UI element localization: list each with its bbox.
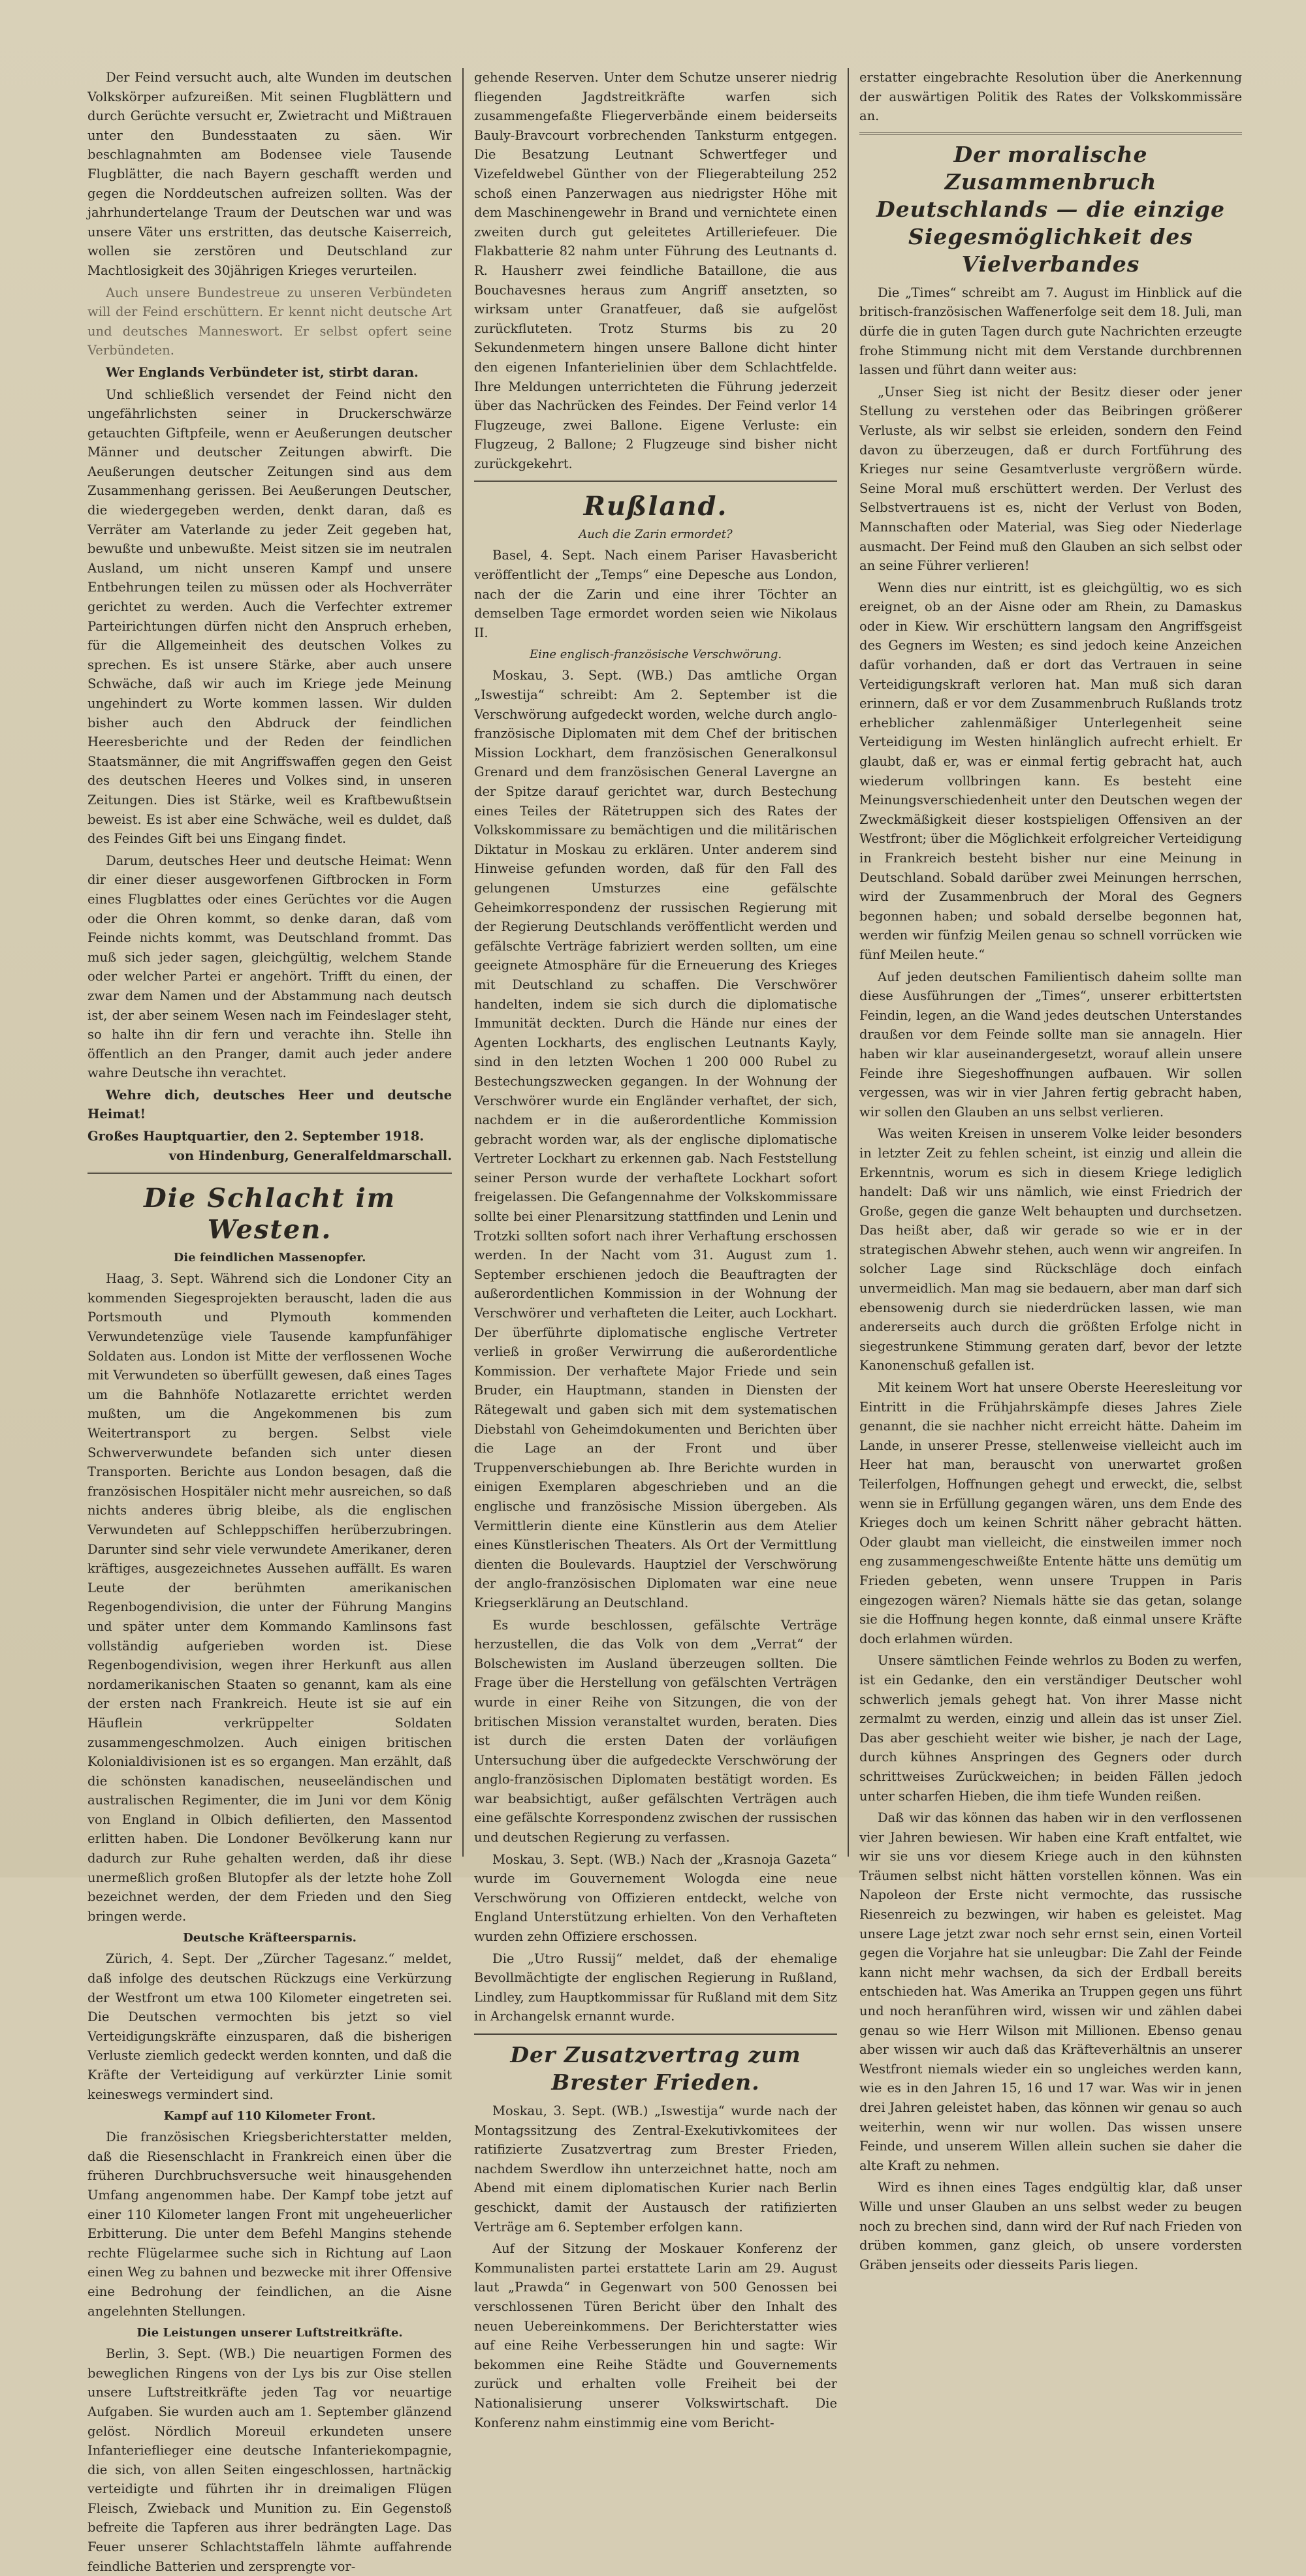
paragraph: Berlin, 3. Sept. (WB.) Die neuartigen Formen des beweglichen Ringens von der Lys bis zur Oise stellen unsere Luftstreitkräfte jeden Tag vor neuartige Aufgaben. Sie wurden auch am 1. September glänzend gelöst. Nördlich Moreuil erkundeten unsere Infanterieflieger eine deutsche Infanteriekompagnie, die sich, von allen Seiten eingeschlossen, hartnäckig verteidigte und führten ihr in dreimaligen Flügen Fleisch, Zwieback und Munition zu. Ein Gegenstoß befreite die Tapferen aus ihrer bedrängten Lage. Das Feuer unserer Schlachtstaffeln lähmte auffahrende feindliche Batterien und zersprengte vor- xyxy=(88,2346,452,2574)
column-left xyxy=(77,68,462,2574)
paragraph: Darum, deutsches Heer und deutsche Heimat: Wenn dir einer dieser ausgeworfenen Giftbrocken in Form eines Flugblattes oder eines Gerüchtes vor die Augen oder die Ohren kommt, so denke daran, daß vom Feinde nichts kommt, was Deutschland frommt. Das muß sich jeder sagen, gleichgültig, welchem Stande oder welcher Partei er angehört. Trifft du einen, der zwar dem Namen und der Abstammung nach deutsch ist, der aber seinem Wesen nach im Feindeslager steht, so halte ihn dir fern und verachte ihn. Stelle ihn öffentlich an den Pranger, damit auch jeder andere wahre Deutsche ihn verachtet. xyxy=(88,853,452,1081)
paragraph: Auch unsere Bundestreue zu unseren Verbündeten will der Feind erschüttern. Er kennt nicht deutsche Art und deutsches Manneswort. Er selbst opfert seine Verbündeten. xyxy=(88,285,452,358)
divider xyxy=(859,133,1242,134)
subheading: Die feindlichen Massenopfer. xyxy=(173,1251,366,1265)
columns xyxy=(77,68,1292,2574)
paragraph: Zürich, 4. Sept. Der „Zürcher Tagesanz.“ meldet, daß infolge des deutschen Rückzugs eine Verkürzung der Westfront um etwa 100 Kilometer eingetreten sei. Die Deutschen vermochten bis jetzt so viel Verteidigungskräfte einzusparen, daß die bisherigen Verluste ziemlich gedeckt werden konnten, und daß die Kräfte der Verteidigung auf verkürzter Linie somit keineswegs vermindert sind. xyxy=(88,1951,452,2102)
paragraph: Die „Utro Russij“ meldet, daß der ehemalige Bevollmächtigte der englischen Regierung in Rußland, Lindley, zum Hauptkommissar für Rußland mit dem Sitz in Archangelsk ernannt wurde. xyxy=(474,1951,837,2024)
paragraph: Und schließlich versendet der Feind nicht den ungefährlichsten seiner in Druckerschwärze getauchten Giftpfeile, wenn er Aeußerungen deutscher Männer und deutscher Zeitungen abwirft. Die Aeußerungen deutscher Zeitungen sind aus dem Zusammenhang gerissen. Bei Aeußerungen Deutscher, die wiedergegeben werden, denkt daran, daß es Verräter am Vaterlande zu jeder Zeit gegeben hat, bewußte und unbewußte. Meist sitzen sie im neutralen Ausland, um nicht unseren Kampf und unsere Entbehrungen teilen zu müssen oder als Hochverräter gerichtet zu werden. Auch die Verfechter extremer Parteirichtungen dürfen nicht den Anspruch erheben, für die Allgemeinheit des deutschen Volkes zu sprechen. Es ist unsere Stärke, aber auch unsere Schwäche, daß wir auch im Kriege jede Meinung ungehindert zu Worte kommen lassen. Wir dulden bisher auch den Abdruck der feindlichen Heeresberichte und der Reden der feindlichen Staatsmänner, die mit Angriffswaffen gegen den Geist des deutschen Heeres und Volkes sind, in unseren Zeitungen. Dies ist Stärke, weil es Kraftbewußtsein beweist. Es ist aber eine Schwäche, weil es duldet, daß des Feindes Gift bei uns Eingang findet. xyxy=(88,386,452,847)
paragraph: Unsere sämtlichen Feinde wehrlos zu Boden zu werfen, ist ein Gedanke, den ein verständiger Deutscher wohl schwerlich jemals gehegt hat. Von ihrer Masse nicht zermalmt zu werden, einzig und allein das ist unser Ziel. Das aber geschieht weiter wie bisher, je nach der Lage, durch kühnes Anspringen des Gegners oder durch schrittweises Zurückweichen; in beiden Fällen jedoch unter scharfen Hieben, die ihm tiefe Wunden reißen. xyxy=(859,1653,1242,1804)
headline-russland: Rußland. xyxy=(583,491,728,522)
divider xyxy=(474,2033,837,2035)
paragraph: Daß wir das können das haben wir in den verflossenen vier Jahren bewiesen. Wir haben eine Kraft entfaltet, wie wir sie uns vor diesem Kriege auch in den kühnsten Träumen selbst nicht hätten vorstellen können. Was ein Napoleon der Erste nicht vermochte, das russische Riesenreich zu bezwingen, wir haben es geleistet. Mag unsere Lage jetzt zwar noch sehr ernst sein, einen Vorteil gegen die Vorjahre hat sie unleugbar: Die Zahl der Feinde kann nicht mehr wachsen, da sich der Erdball bereits entschieden hat. Was Amerika an Truppen gegen uns führt und noch heranführen wird, wissen wir und zählen dabei genau so wie Herr Wilson mit Millionen. Ebenso genau aber wissen wir auch daß das Kräfteverhältnis an unserer Westfront niemals wieder ein so ungleiches werden kann, wie es in den Jahren 15, 16 und 17 war. Was wir in jenen drei Jahren geleistet haben, das können wir genau so auch weiterhin, wenn wir nur wollen. Das wissen unsere Feinde, und unserem Willen allein suchen sie daher die alte Kraft zu nehmen. xyxy=(859,1810,1242,2173)
paragraph: Moskau, 3. Sept. (WB.) Nach der „Krasnoja Gazeta“ wurde im Gouvernement Wologda eine neue Verschwörung von Offizieren entdeckt, welche von England Unterstützung erhielten. Von den Verhafteten wurden zehn Offiziere erschossen. xyxy=(474,1851,837,1945)
paragraph: Moskau, 3. Sept. (WB.) „Iswestija“ wurde nach der Montagssitzung des Zentral-Exekutivkomitees der ratifizierte Zusatzvertrag zum Brester Frieden, nachdem Swerdlow ihn unterzeichnet hatte, noch am Abend mit einem diplomatischen Kurier nach Berlin geschickt, damit der Austausch der ratifizierten Verträge am 6. September erfolgen kann. xyxy=(474,2103,837,2235)
divider xyxy=(474,480,837,482)
paragraph: erstatter eingebrachte Resolution über die Anerkennung der auswärtigen Politik des Rates der Volkskommissäre an. xyxy=(859,70,1242,124)
paragraph: Haag, 3. Sept. Während sich die Londoner City an kommenden Siegesprojekten berauscht, laden die aus Portsmouth und Plymouth kommenden Verwundetenzüge viele Tausende kampfunfähiger Soldaten aus. London ist Mitte der verflossenen Woche mit Verwundeten so überfüllt gewesen, daß eines Tages um die Bahnhöfe Notlazarette errichtet werden mußten, um die Angekommenen bis zum Weitertransport zu bergen. Selbst viele Schwerverwundete befanden sich unter diesen Transporten. Berichte aus London besagen, daß die französischen Hospitäler nicht mehr ausreichen, so daß nichts anderes übrig bleibe, als die englischen Verwundeten auf Schleppschiffen herüberzubringen. Darunter sind sehr viele verwundete Amerikaner, deren kräftiges, ausgezeichnetes Aussehen auffällt. Es waren Leute der berühmten amerikanischen Regenbogendivision, die unter der Führung Mangins und später unter dem Kommando Kamlinsons fast vollständig aufgerieben worden ist. Diese Regenbogendivision, wegen ihrer Herkunft aus allen nordamerikanischen Staaten so genannt, kam als eine der ersten nach Frankreich. Heute ist sie auf ein Häuflein verkrüppelter Soldaten zusammengeschmolzen. Auch einigen britischen Kolonialdivisionen ist es so ergangen. Man erzählt, daß die schönsten kanadischen, neuseeländischen und australischen Regimenter, die im Juni vor dem König von England in Olbich defilierten, den Massentod erlitten haben. Die Londoner Bevölkerung kann nur dadurch zur Ruhe gehalten werden, daß ihr diese unermeßlich großen Blutopfer als der letzte hohe Zoll bezeichnet werden, der dem Frieden und den Sieg bringen werde. xyxy=(88,1271,452,1924)
paragraph: Auf jeden deutschen Familientisch daheim sollte man diese Ausführungen der „Times“, unserer erbittertsten Feindin, legen, an die Wand jedes deutschen Unterstandes draußen vor dem Feinde sollte man sie annageln. Hier haben wir klar auseinandergesetzt, worauf allein unsere Feinde ihre Siegeshoffnungen aufbauen. Wir sollen vergessen, was wir in vier Jahren fertig gebracht haben, wir sollen den Glauben an uns selbst verlieren. xyxy=(859,969,1242,1120)
paragraph: Mit keinem Wort hat unsere Oberste Heeresleitung vor Eintritt in die Frühjahrskämpfe dieses Jahres Ziele genannt, die sie nachher nicht erreicht hätte. Daheim im Lande, in unserer Presse, stellenweise vielleicht auch im Heer hat man, berauscht von unerwartet großen Teilerfolgen, Hoffnungen gehegt und erweckt, die, selbst wenn sie in Erfüllung gegangen wären, uns dem Ende des Krieges doch um keinen Schritt näher gebracht hätten. Oder glaubt man vielleicht, die einstweilen immer noch eng zusammengeschweißte Entente hätte uns demütig um Frieden gebeten, wenn unsere Truppen in Paris eingezogen wären? Niemals hätte sie das getan, solange sie die Hoffnung hegen konnte, daß einmal unsere Kräfte doch erlahmen würden. xyxy=(859,1380,1242,1646)
paragraph: Der Feind versucht auch, alte Wunden im deutschen Volkskörper aufzureißen. Mit seinen Flugblättern und durch Gerüchte versucht er, Zwietracht und Mißtrauen unter den Bundesstaaten zu säen. Wir beschlagnahmten am Bodensee viele Tausende Flugblätter, die nach Bayern geschafft werden und gegen die Norddeutschen aufreizen sollten. Was der jahrhundertelange Traum der Deutschen war und was unsere Väter uns erstritten, das deutsche Kaiserreich, wollen sie zerstören und Deutschland zur Machtlosigkeit des 30jährigen Krieges verurteilen. xyxy=(88,70,452,278)
paragraph: Die französischen Kriegsberichterstatter melden, daß die Riesenschlacht in Frankreich einen über die früheren Durchbruchsversuche weit hinausgehenden Umfang angenommen habe. Der Kampf tobe jetzt auf einer 110 Kilometer langen Front mit ungeheuerlicher Erbitterung. Die unter dem Befehl Mangins stehende rechte Flügelarmee suche sich in Richtung auf Laon einen Weg zu bahnen und bezwecke mit ihrer Offensive eine Bedrohung der feindlichen, an die Aisne angelehnten Stellungen. xyxy=(88,2129,452,2319)
paragraph: Auf der Sitzung der Moskauer Konferenz der Kommunalisten partei erstattete Larin am 29. August laut „Prawda“ in Gegenwart von 500 Genossen bei verschlossenen Türen Bericht über den Inhalt des neuen Uebereinkommens. Der Berichterstatter wies auf eine Reihe Verbesserungen hin und sagte: Wir bekommen eine Reihe Städte und Gouvernements zurück und erhalten volle Freiheit bei der Nationalisierung unserer Volkswirtschaft. Die Konferenz nahm einstimmig eine vom Bericht- xyxy=(474,2241,837,2430)
paragraph: Was weiten Kreisen in unserem Volke leider besonders in letzter Zeit zu fehlen scheint, ist einzig und allein die Erkenntnis, worum es sich in diesem Kriege lediglich handelt: Daß wir uns nämlich, wie einst Friedrich der Große, gegen die ganze Welt behaupten und durchsetzen. Das heißt aber, daß wir gerade so wie er in der strategischen Abwehr stehen, auch wenn wir angreifen. In solcher Lage sind Rückschläge doch einfach unvermeidlich. Man mag sie bedauern, aber man darf sich ebensowenig durch sie niederdrücken lassen, wie man andererseits auch durch die größten Erfolge nicht in siegestrunkene Stimmung geraten darf, bevor der letzte Kanonenschuß gefallen ist. xyxy=(859,1126,1242,1374)
signature-name: von Hindenburg, Generalfeldmarschall. xyxy=(168,1148,452,1163)
column-right xyxy=(848,68,1252,2272)
subheading: Eine englisch-französische Verschwörung. xyxy=(529,648,782,662)
paragraph: „Unser Sieg ist nicht der Besitz dieser oder jener Stellung zu verstehen oder das Beibringen größerer Verluste, als wir selbst sie erleiden, sondern den Feind davon zu überzeugen, daß er durch Fortführung des Krieges nur seine Gesamtverluste vergrößern würde. Seine Moral muß erschüttert werden. Der Verlust des Selbstvertrauens ist es, nicht der Verlust von Boden, Mannschaften oder Material, was Sieg oder Niederlage ausmacht. Der Feind muß den Glauben an sich selbst oder an seine Führer verlieren! xyxy=(859,384,1242,574)
subheading: Die Leistungen unserer Luftstreitkräfte. xyxy=(136,2326,403,2340)
column-middle xyxy=(462,68,848,2430)
paragraph: Die „Times“ schreibt am 7. August im Hinblick auf die britisch-französischen Waffenerfolge seit dem 18. Juli, man dürfe die in guten Tagen durch gute Nachrichten erzeugte frohe Stimmung nicht mit dem Verstande durchbrennen lassen und führt dann weiter aus: xyxy=(859,285,1242,378)
paragraph: Wer Englands Verbündeter ist, stirbt daran. xyxy=(106,364,419,380)
subheading: Deutsche Kräfteersparnis. xyxy=(183,1931,357,1945)
paragraph: Wenn dies nur eintritt, ist es gleichgültig, wo es sich ereignet, ob an der Aisne oder am Rhein, zu Damaskus oder in Kiew. Wir erschüttern langsam den Angriffsgeist des Gegners im Westen; es sind jedoch keine Anzeichen dafür vorhanden, daß er dort das Vertrauen in seine Verteidigungskraft verloren hat. Man muß sich daran erinnern, daß er vor dem Zusammenbruch Rußlands trotz erheblicher zahlenmäßiger Unterlegenheit seine Verteidigung im Westen hinlänglich aufrecht erhielt. Er glaubt, daß er, was er einmal fertig gebracht hat, auch wiederum vollbringen kann. Es besteht eine Meinungsverschiedenheit unter den Deutschen wegen der Zweckmäßigkeit dieser kostspieligen Offensiven an der Westfront; über die Möglichkeit erfolgreicher Verteidigung in Frankreich besteht bisher nur eine Meinung in Deutschland. Sobald darüber zwei Meinungen herrschen, wird der Zusammenbruch der Moral des Gegners begonnen haben; und sobald derselbe begonnen hat, werden wir fünfzig Meilen genau so schnell vorrücken wie fünf Meilen heute.“ xyxy=(859,580,1242,962)
paragraph: gehende Reserven. Unter dem Schutze unserer niedrig fliegenden Jagdstreitkräfte warfen sich zusammengefaßte Fliegerverbände einem beiderseits Bauly-Bravcourt vorbrechenden Tanksturm entgegen. Die Besatzung Leutnant Schwertfeger und Vizefeldwebel Günther von der Fliegerabteilung 252 schoß einen Panzerwagen aus niedrigster Höhe mit dem Maschinengewehr in Brand und vernichtete einen zweiten durch gut geleitetes Artilleriefeuer. Die Flakbatterie 82 nahm unter Führung des Leutnants d. R. Hausherr zwei feindliche Bataillone, die aus Bouchavesnes heraus zum Angriff ansetzten, so wirksam unter Granatfeuer, daß sie aufgelöst zurückfluteten. Trotz Sturms bis zu 20 Sekundenmetern hingen unsere Ballone dicht hinter den eigenen Infanterielinien über dem Schlachtfelde. Ihre Meldungen unterrichteten die Führung jederzeit über das Nachrücken des Feindes. Der Feind verlor 14 Flugzeuge, zwei Ballone. Eigene Verluste: ein Flugzeug, 2 Ballone; 2 Flugzeuge sind bisher nicht zurückgekehrt. xyxy=(474,70,837,471)
subheading: Kampf auf 110 Kilometer Front. xyxy=(163,2109,376,2124)
paragraph: Wird es ihnen eines Tages endgültig klar, daß unser Wille und unser Glauben an uns selbst weder zu beugen noch zu brechen sind, dann wird der Ruf nach Frieden von drüben kommen, ganz gleich, ob unsere vordersten Gräben jenseits oder diesseits Paris liegen. xyxy=(859,2180,1242,2272)
divider xyxy=(88,1172,452,1174)
signature-place: Großes Hauptquartier, den 2. September 1918. xyxy=(88,1129,424,1144)
paragraph: Moskau, 3. Sept. (WB.) Das amtliche Organ „Iswestija“ schreibt: Am 2. September ist die Verschwörung aufgedeckt worden, welche durch anglo-französische Diplomaten mit dem Chef der britischen Mission Lockhart, dem französischen Generalkonsul Grenard und dem französischen General Lavergne an der Spitze darauf gerichtet war, durch Bestechung eines Teiles der Rätetruppen sich des Rates der Volkskommissare zu bemächtigen und die militärischen Diktatur in Moskau zu erklären. Unter anderem sind Hinweise gefunden worden, daß für den Fall des gelungenen Umsturzes eine gefälschte Geheimkorrespondenz der russischen Regierung mit der Regierung Deutschlands veröffentlicht werden und gefälschte Verträge fabriziert werden sollten, um eine geeignete Atmosphäre für die Erneuerung des Krieges mit Deutschland zu schaffen. Die Verschwörer handelten, indem sie sich durch die diplomatische Immunität deckten. Durch die Hände nur eines der Agenten Lockharts, des englischen Leutnants Kayly, sind in den letzten Wochen 1 200 000 Rubel zu Bestechungszwecken gegangen. In der Wohnung der Verschwörer wurde ein Engländer verhaftet, der sich, nachdem er in die außerordentliche Kommission gebracht worden war, als der englische diplomatische Vertreter Lockhart zu erkennen gab. Nach Feststellung seiner Person wurde der verhaftete Lockhart sofort freigelassen. Die Gefangennahme der Volkskommissare sollte bei einer Plenarsitzung stattfinden und Lenin und Trotzki sollten sofort nach ihrer Verhaftung erschossen werden. In der Nacht vom 31. August zum 1. September erschienen jedoch die Beauftragten der außerordentlichen Kommission in der Wohnung der Verschwörer und verhafteten die Leiter, auch Lockhart. Der überführte diplomatische englische Vertreter verließ in großer Verwirrung die außerordentliche Kommission. Der verhaftete Major Friede und sein Bruder, ein Hauptmann, standen in Diensten der Rätegewalt und gaben sich mit dem systematischen Diebstahl von Geheimdokumenten und Berichten über die Lage an der Front und über Truppenverschiebungen ab. Ihre Berichte wurden in einigen Exemplaren abgeschrieben und an die englische und französische Mission übergeben. Als Vermittlerin diente eine Künstlerin aus dem Atelier eines Künstlerischen Theaters. Als Ort der Vermittlung dienten die Boulevards. Hauptziel der Verschwörung der anglo-französischen Diplomaten war eine neue Kriegserklärung an Deutschland. xyxy=(474,668,837,1610)
paragraph: Wehre dich, deutsches Heer und deutsche Heimat! xyxy=(88,1087,452,1122)
paragraph: Es wurde beschlossen, gefälschte Verträge herzustellen, die das Volk von dem „Verrat“ der Bolschewisten im Ausland überzeugen sollten. Die Frage über die Herstellung von gefälschten Verträgen wurde in einer Reihe von Sitzungen, die von der britischen Mission veranstaltet wurden, beraten. Dies ist durch die ersten Daten der vorläufigen Untersuchung über die aufgedeckte Verschwörung der anglo-französischen Diplomaten bestätigt worden. Es war beabsichtigt, außer gefälschten Verträgen auch eine gefälschte Korrespondenz zwischen der russischen und deutschen Regierung zu verfassen. xyxy=(474,1617,837,1846)
subheading: Auch die Zarin ermordet? xyxy=(579,527,733,542)
headline-zusammenbruch: Der moralische Zusammenbruch Deutschlands — die einzige Siegesmöglichkeit des Vielverbandes xyxy=(876,141,1226,277)
headline-schlacht: Die Schlacht im Westen. xyxy=(143,1183,396,1246)
headline-zusatzvertrag: Der Zusatzvertrag zum Brester Frieden. xyxy=(510,2042,801,2095)
paragraph: Basel, 4. Sept. Nach einem Pariser Havasbericht veröffentlicht der „Temps“ eine Depesche aus London, nach der die Zarin und eine ihrer Töchter an demselben Tage ermordet worden seien wie Nikolaus II. xyxy=(474,548,837,640)
